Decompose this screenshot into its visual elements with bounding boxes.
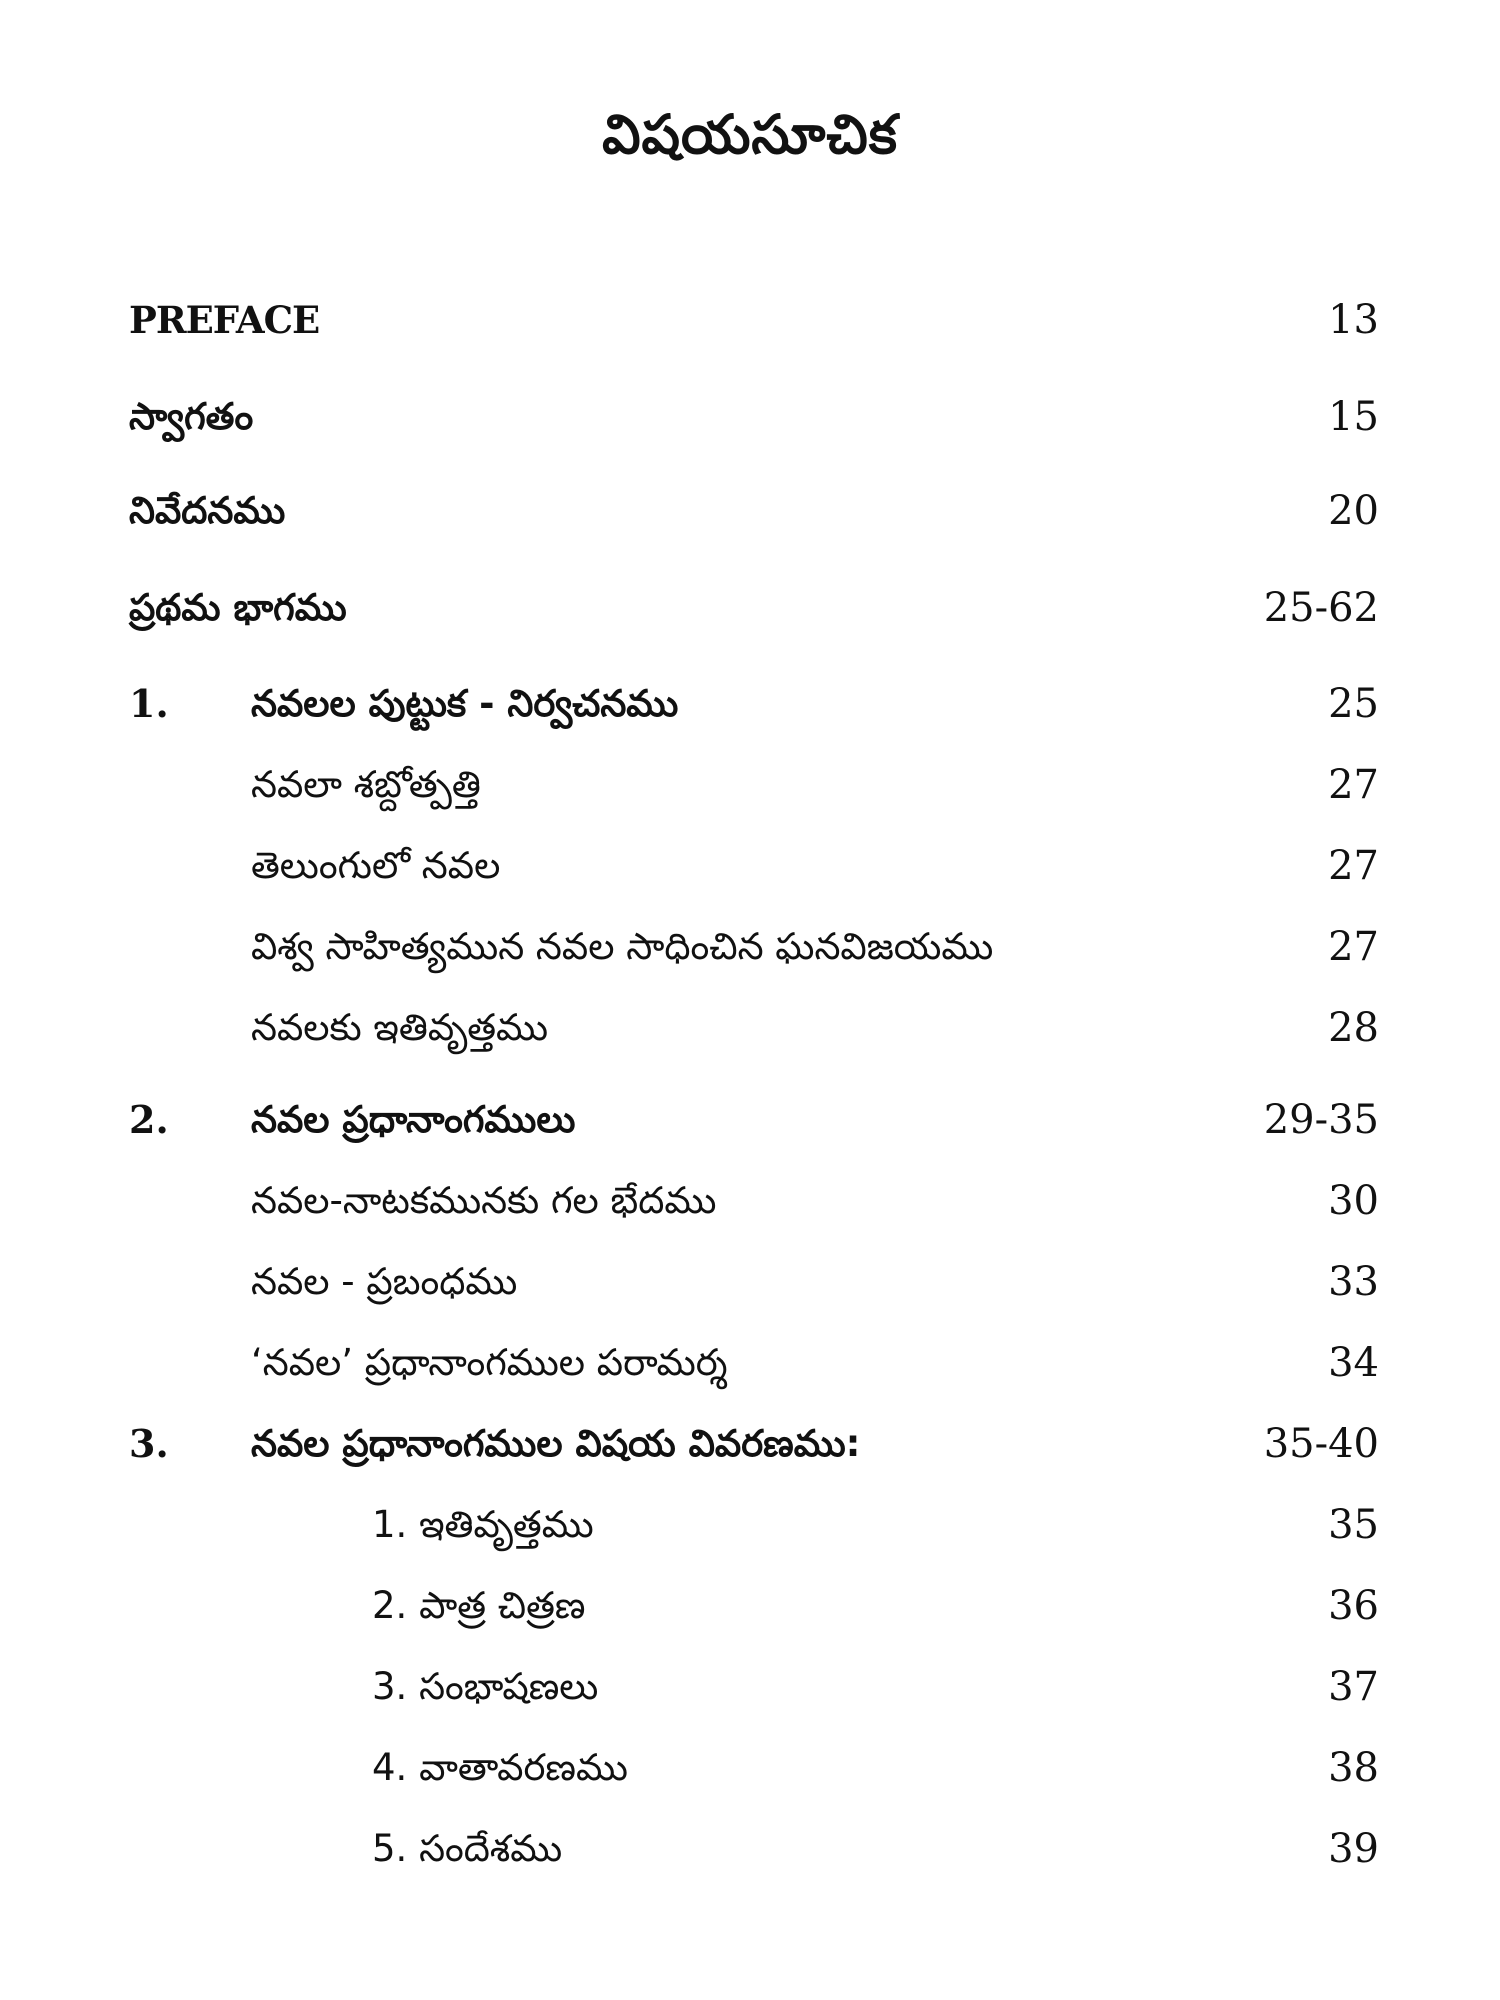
toc-entry-label: నవల-నాటకమునకు గల భేదము	[251, 1179, 717, 1222]
toc-entry-label: 1. ఇతివృత్తము	[372, 1503, 594, 1546]
toc-subentry	[0, 1576, 1500, 1636]
toc-entry	[0, 755, 1500, 815]
toc-entry-page: 39	[1328, 1826, 1379, 1872]
toc-entry	[0, 1171, 1500, 1231]
toc-entry-page: 27	[1328, 843, 1379, 889]
toc-entry-page: 30	[1328, 1178, 1379, 1224]
toc-entry-page: 36	[1328, 1583, 1379, 1629]
toc-entry-label: PREFACE	[129, 298, 320, 342]
toc-entry-page: 28	[1328, 1005, 1379, 1051]
toc-entry-label: విశ్వ సాహిత్యమున నవల సాధించిన ఘనవిజయము	[251, 925, 994, 968]
toc-entry-label: 4. వాతావరణము	[372, 1746, 628, 1789]
toc-entry-label: స్వాగతం	[129, 395, 254, 438]
toc-subentry	[0, 1657, 1500, 1717]
toc-entry-label: నవలల పుట్టుక - నిర్వచనము	[251, 682, 679, 725]
toc-entry-page: 29-35	[1263, 1097, 1379, 1143]
toc-entry-page: 38	[1328, 1745, 1379, 1791]
toc-entry-page: 35	[1328, 1502, 1379, 1548]
toc-entry	[0, 1333, 1500, 1393]
toc-entry-label: తెలుంగులో నవల	[251, 844, 501, 887]
toc-entry-label: ప్రథమ భాగము	[129, 586, 347, 629]
toc-entry	[0, 917, 1500, 977]
toc-entry-page: 33	[1328, 1259, 1379, 1305]
toc-chapter-number: 1.	[129, 681, 169, 726]
toc-entry-label: నవలా శబ్దోత్పత్తి	[251, 763, 481, 806]
toc-entry	[0, 998, 1500, 1058]
toc-entry-page: 13	[1328, 297, 1379, 343]
toc-entry-label: నవల ప్రధానాంగముల విషయ వివరణము:	[251, 1422, 861, 1465]
toc-subentry	[0, 1738, 1500, 1798]
toc-entry-page: 34	[1328, 1340, 1379, 1386]
toc-entry-label: ‘నవల’ ప్రధానాంగముల పరామర్శ	[251, 1341, 728, 1384]
toc-entry	[0, 836, 1500, 896]
toc-chapter-1	[0, 674, 1500, 734]
toc-entry-label: 3. సంభాషణలు	[372, 1665, 599, 1708]
toc-subentry	[0, 1819, 1500, 1879]
toc-entry-page: 37	[1328, 1664, 1379, 1710]
toc-entry-part-one	[0, 578, 1500, 638]
toc-chapter-number: 3.	[129, 1421, 169, 1466]
toc-entry-page: 27	[1328, 924, 1379, 970]
toc-entry-label: నవల - ప్రబంధము	[251, 1260, 518, 1303]
toc-entry-page: 25-62	[1263, 585, 1379, 631]
toc-entry-page: 20	[1328, 488, 1379, 534]
toc-entry-label: నివేదనము	[129, 489, 286, 532]
toc-entry-page: 35-40	[1263, 1421, 1379, 1467]
toc-entry-page: 27	[1328, 762, 1379, 808]
toc-entry-welcome	[0, 387, 1500, 447]
toc-chapter-3	[0, 1414, 1500, 1474]
toc-entry-submission	[0, 481, 1500, 541]
toc-subentry	[0, 1495, 1500, 1555]
toc-entry-label: నవలకు ఇతివృత్తము	[251, 1006, 548, 1049]
page-title: విషయసూచిక	[602, 103, 898, 166]
toc-entry-label: 5. సందేశము	[372, 1827, 563, 1870]
toc-entry-page: 25	[1328, 681, 1379, 727]
toc-chapter-2	[0, 1090, 1500, 1150]
toc-entry-preface	[0, 290, 1500, 350]
toc-entry-page: 15	[1328, 394, 1379, 440]
toc-chapter-number: 2.	[129, 1097, 169, 1142]
toc-entry-label: 2. పాత్ర చిత్రణ	[372, 1584, 586, 1627]
toc-entry	[0, 1252, 1500, 1312]
toc-entry-label: నవల ప్రధానాంగములు	[251, 1098, 576, 1141]
